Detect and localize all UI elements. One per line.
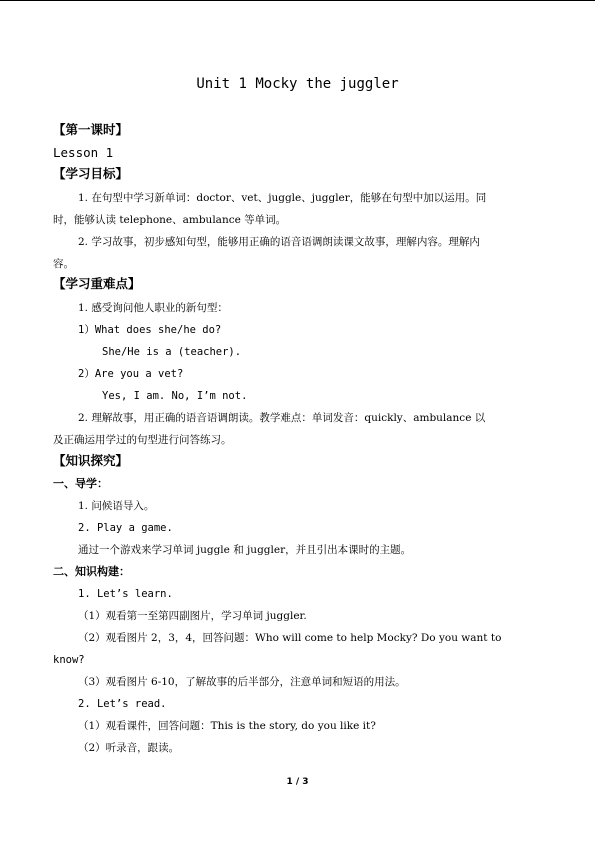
key-point-2-line-2: 及正确运用学过的句型进行问答练习。 (53, 434, 232, 446)
heading-lesson-one: 【第一课时】 (53, 122, 129, 137)
document-title: Unit 1 Mocky the juggler (196, 76, 399, 92)
key-point-1-answer-2: Yes, I am. No, I’m not. (102, 390, 248, 402)
section-guide: 一、导学： (53, 477, 108, 490)
key-point-1: 1. 感受询问他人职业的新句型： (78, 302, 228, 314)
build-step-1: 1. Let’s learn. (78, 588, 173, 600)
build-step-1-a: （1）观看第一至第四副图片，学习单词 juggler. (78, 610, 307, 622)
heading-learning-goals: 【学习目标】 (53, 166, 129, 181)
header-rule (0, 0, 595, 1)
goal-1-line-1: 1. 在句型中学习新单词：doctor、vet、juggle、juggler，能够在句型中加以运用。同 (78, 192, 487, 204)
heading-key-points: 【学习重难点】 (53, 276, 141, 291)
key-point-1-question-2: 2）Are you a vet? (78, 368, 184, 380)
goal-1-line-2: 时，能够认读 telephone、ambulance 等单词。 (53, 214, 287, 226)
build-step-2: 2. Let’s read. (78, 698, 167, 710)
guide-step-2-detail: 通过一个游戏来学习单词 juggle 和 juggler，并且引出本课时的主题。 (78, 544, 412, 556)
guide-step-2: 2. Play a game. (78, 522, 173, 534)
build-step-1-b-line-2: know? (53, 654, 85, 666)
build-step-2-b: （2）听录音，跟读。 (78, 742, 180, 754)
key-point-1-answer-1: She/He is a (teacher). (102, 346, 242, 358)
goal-2-line-1: 2. 学习故事，初步感知句型，能够用正确的语音语调朗读课文故事，理解内容。理解内 (78, 236, 480, 248)
key-point-1-question-1: 1）What does she/he do? (78, 324, 222, 336)
heading-knowledge-explore: 【知识探究】 (53, 453, 129, 468)
key-point-2-line-1: 2. 理解故事，用正确的语音语调朗读。教学难点：单词发音：quickly、ambulance 以 (78, 412, 486, 424)
goal-2-line-2: 容。 (53, 258, 74, 270)
build-step-2-a: （1）观看课件，回答问题：This is the story, do you like it? (78, 720, 376, 732)
lesson-label: Lesson 1 (53, 145, 114, 160)
section-knowledge-build: 二、知识构建： (53, 565, 130, 578)
build-step-1-c: （3）观看图片 6-10，了解故事的后半部分，注意单词和短语的用法。 (78, 676, 406, 688)
guide-step-1: 1. 问候语导入。 (78, 500, 155, 512)
page-number: 1 / 3 (286, 777, 309, 787)
build-step-1-b-line-1: （2）观看图片 2，3，4，回答问题：Who will come to help Mocky? Do you want to (78, 632, 502, 644)
